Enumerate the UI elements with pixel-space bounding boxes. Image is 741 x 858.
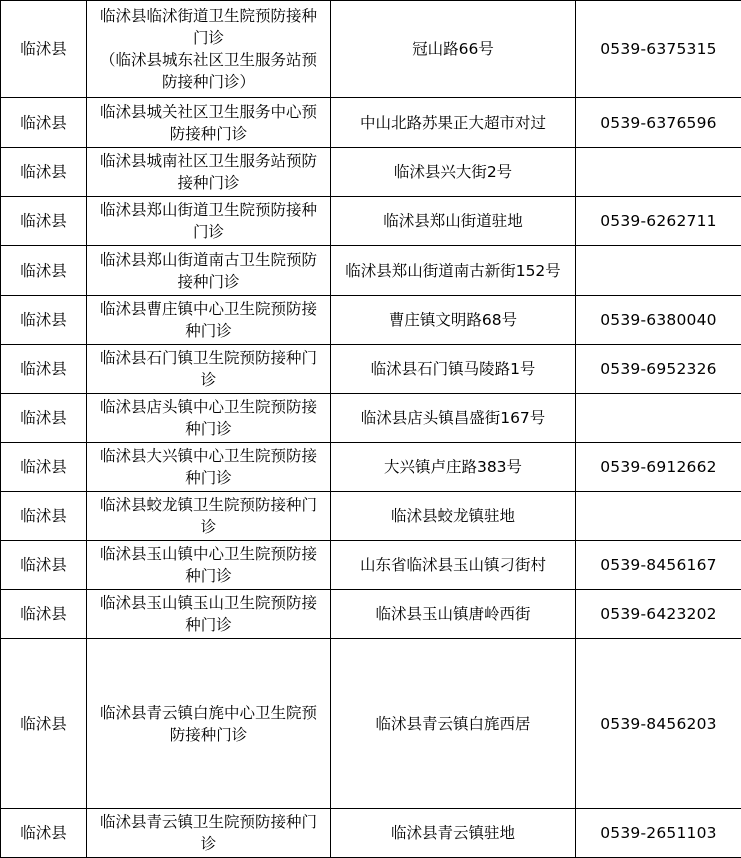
clinic-name-cell: 临沭县郑山街道南古卫生院预防接种门诊 <box>87 246 331 296</box>
address-cell: 临沭县郑山街道驻地 <box>331 197 576 246</box>
county-cell: 临沭县 <box>1 246 87 296</box>
clinic-name-cell: 临沭县店头镇中心卫生院预防接种门诊 <box>87 394 331 443</box>
clinic-name-cell: 临沭县城南社区卫生服务站预防接种门诊 <box>87 148 331 197</box>
county-cell: 临沭县 <box>1 1 87 98</box>
table-row <box>1 492 741 541</box>
table-row <box>1 197 741 246</box>
county-cell: 临沭县 <box>1 809 87 858</box>
county-cell: 临沭县 <box>1 98 87 148</box>
phone-cell: 0539-8456203 <box>576 639 741 809</box>
address-cell: 临沭县石门镇马陵路1号 <box>331 345 576 394</box>
clinic-name-cell: 临沭县曹庄镇中心卫生院预防接种门诊 <box>87 296 331 345</box>
table-row <box>1 246 741 296</box>
phone-cell: 0539-6423202 <box>576 590 741 639</box>
phone-cell: 0539-6952326 <box>576 345 741 394</box>
county-cell: 临沭县 <box>1 590 87 639</box>
address-cell: 临沭县玉山镇唐岭西街 <box>331 590 576 639</box>
clinic-name-cell: 临沭县玉山镇玉山卫生院预防接种门诊 <box>87 590 331 639</box>
address-cell: 临沭县青云镇驻地 <box>331 809 576 858</box>
county-cell: 临沭县 <box>1 197 87 246</box>
county-cell: 临沭县 <box>1 443 87 492</box>
address-cell: 临沭县青云镇白旄西居 <box>331 639 576 809</box>
table-row <box>1 98 741 148</box>
phone-cell <box>576 148 741 197</box>
phone-cell <box>576 492 741 541</box>
table-row <box>1 443 741 492</box>
clinic-name-cell: 临沭县青云镇白旄中心卫生院预防接种门诊 <box>87 639 331 809</box>
phone-cell <box>576 246 741 296</box>
clinic-name-cell: 临沭县城关社区卫生服务中心预防接种门诊 <box>87 98 331 148</box>
county-cell: 临沭县 <box>1 296 87 345</box>
table-row <box>1 296 741 345</box>
address-cell: 临沭县兴大街2号 <box>331 148 576 197</box>
clinic-name-cell: 临沭县青云镇卫生院预防接种门诊 <box>87 809 331 858</box>
clinic-name-cell <box>87 1 331 98</box>
table-row <box>1 809 741 858</box>
table-row <box>1 590 741 639</box>
county-cell: 临沭县 <box>1 394 87 443</box>
county-cell: 临沭县 <box>1 492 87 541</box>
address-cell: 冠山路66号 <box>331 1 576 98</box>
phone-cell: 0539-6912662 <box>576 443 741 492</box>
phone-cell: 0539-6376596 <box>576 98 741 148</box>
table-row <box>1 394 741 443</box>
clinic-name-cell: 临沭县大兴镇中心卫生院预防接种门诊 <box>87 443 331 492</box>
table-row <box>1 148 741 197</box>
county-cell: 临沭县 <box>1 345 87 394</box>
phone-cell <box>576 394 741 443</box>
county-cell: 临沭县 <box>1 541 87 590</box>
clinic-name: 临沭县临沭街道卫生院预防接种门诊 <box>93 5 324 49</box>
table-row <box>1 639 741 809</box>
phone-cell: 0539-6380040 <box>576 296 741 345</box>
address-cell: 山东省临沭县玉山镇刁街村 <box>331 541 576 590</box>
address-cell: 中山北路苏果正大超市对过 <box>331 98 576 148</box>
clinic-name-cell: 临沭县石门镇卫生院预防接种门诊 <box>87 345 331 394</box>
clinic-name-cell: 临沭县郑山街道卫生院预防接种门诊 <box>87 197 331 246</box>
table-row <box>1 1 741 98</box>
clinic-name-cell: 临沭县蛟龙镇卫生院预防接种门诊 <box>87 492 331 541</box>
phone-cell: 0539-6375315 <box>576 1 741 98</box>
clinic-name-sub: （临沭县城东社区卫生服务站预防接种门诊） <box>93 49 324 93</box>
county-cell: 临沭县 <box>1 148 87 197</box>
phone-cell: 0539-8456167 <box>576 541 741 590</box>
table-row <box>1 541 741 590</box>
clinic-name-cell: 临沭县玉山镇中心卫生院预防接种门诊 <box>87 541 331 590</box>
address-cell: 临沭县店头镇昌盛街167号 <box>331 394 576 443</box>
address-cell: 临沭县郑山街道南古新街152号 <box>331 246 576 296</box>
table-row <box>1 345 741 394</box>
phone-cell: 0539-6262711 <box>576 197 741 246</box>
address-cell: 大兴镇卢庄路383号 <box>331 443 576 492</box>
address-cell: 曹庄镇文明路68号 <box>331 296 576 345</box>
county-cell: 临沭县 <box>1 639 87 809</box>
phone-cell: 0539-2651103 <box>576 809 741 858</box>
address-cell: 临沭县蛟龙镇驻地 <box>331 492 576 541</box>
